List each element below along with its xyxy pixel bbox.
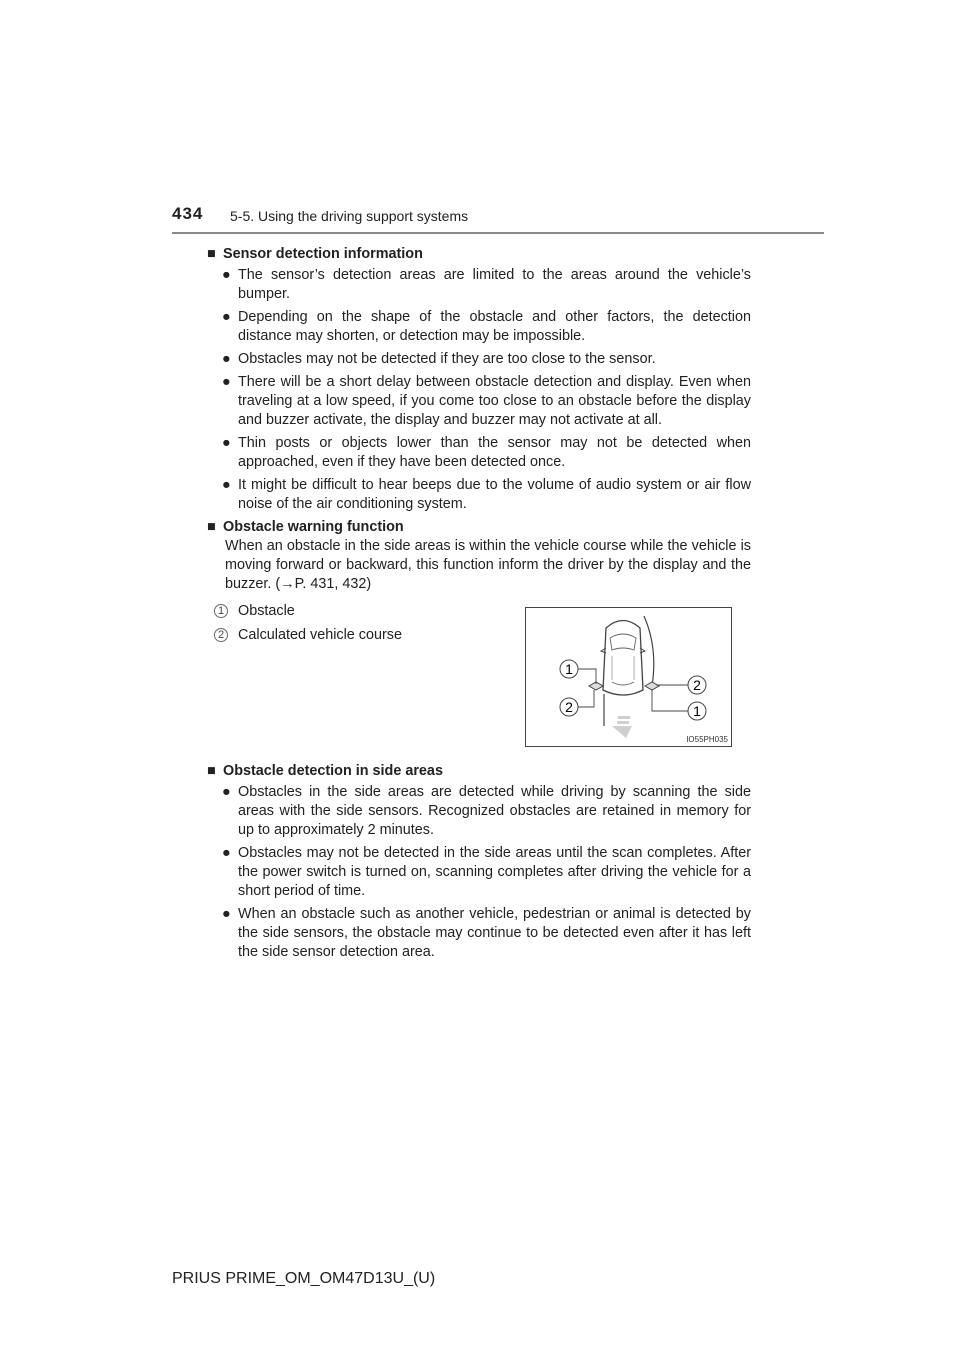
legend-item [214,603,402,627]
square-bullet-icon: ■ [207,763,216,779]
heading-sensor-detection: ■ Sensor detection information [207,246,423,262]
square-bullet-icon: ■ [207,519,216,535]
page-number: 434 [172,204,204,223]
vehicle-course-figure [525,607,732,747]
section-title: 5-5. Using the driving support systems [230,208,469,224]
page-reference: P. 431, 432) [294,576,372,592]
bullet-list [211,266,751,514]
bullet-icon: ● [222,906,231,922]
legend-label: Calculated vehicle course [238,627,402,643]
list-item: ● The sensor’s detection areas are limited to the areas around the vehicle’s bumper. [222,267,751,302]
list-item: ● When an obstacle such as another vehicle, pedestrian or animal is detected by the side sensors, the obstacle may continue to be detected even after it has left the side sensor detection area. [222,906,751,960]
bullet-icon: ● [222,784,231,800]
legend-label: Obstacle [238,603,295,619]
circled-number-icon: 1 [214,604,228,618]
bullet-icon: ● [222,374,231,390]
bullet-list [211,783,751,962]
lower-content [207,760,751,966]
bullet-icon: ● [222,435,231,451]
legend-item [214,627,402,651]
page-footer: PRIUS PRIME_OM_OM47D13U_(U) [172,1270,436,1287]
list-item: ● There will be a short delay between obstacle detection and display. Even when traveling at a low speed, if you come too close to an obstacle before the display and buzzer activate, the display and buzzer may not activate at all. [222,374,751,428]
heading-obstacle-warning: ■ Obstacle warning function [207,519,404,535]
main-content [207,243,751,594]
square-bullet-icon: ■ [207,246,216,262]
callout-1-label: 1 [565,661,573,677]
arrow-icon: → [280,576,295,592]
list-item: ● Depending on the shape of the obstacle and other factors, the detection distance may shorten, or detection may be impossible. [222,309,751,344]
callout-2-label: 2 [565,699,573,715]
heading-side-areas: ■ Obstacle detection in side areas [207,763,443,779]
list-item: ● Obstacles may not be detected in the side areas until the scan completes. After the power switch is turned on, scanning completes after driving the vehicle for a short period of time. [222,845,751,899]
bullet-icon: ● [222,845,231,861]
list-item: ● It might be difficult to hear beeps due to the volume of audio system or air flow noise of the air conditioning system. [222,477,751,512]
bullet-icon: ● [222,477,231,493]
list-item: ● Obstacles may not be detected if they are too close to the sensor. [222,351,656,367]
header-rule [172,232,824,234]
bullet-icon: ● [222,267,231,283]
list-item: ● Obstacles in the side areas are detected while driving by scanning the side areas with the side sensors. Recognized obstacles are retained in memory for up to approximately 2 minutes. [222,784,751,838]
callout-badges [526,608,731,746]
callout-4-label: 1 [693,703,701,719]
figure-code: IO55PH035 [686,735,728,744]
callout-3-label: 2 [693,677,701,693]
list-item: ● Thin posts or objects lower than the sensor may not be detected when approached, even if they have been detected once. [222,435,751,470]
bullet-icon: ● [222,309,231,325]
bullet-icon: ● [222,351,231,367]
circled-number-icon: 2 [214,628,228,642]
warning-paragraph: When an obstacle in the side areas is within the vehicle course while the vehicle is moving forward or backward, this function inform the driver by the display and the buzzer. (→P. 431, 432) [225,538,751,592]
page-header [172,200,824,240]
figure-legend [214,603,402,651]
